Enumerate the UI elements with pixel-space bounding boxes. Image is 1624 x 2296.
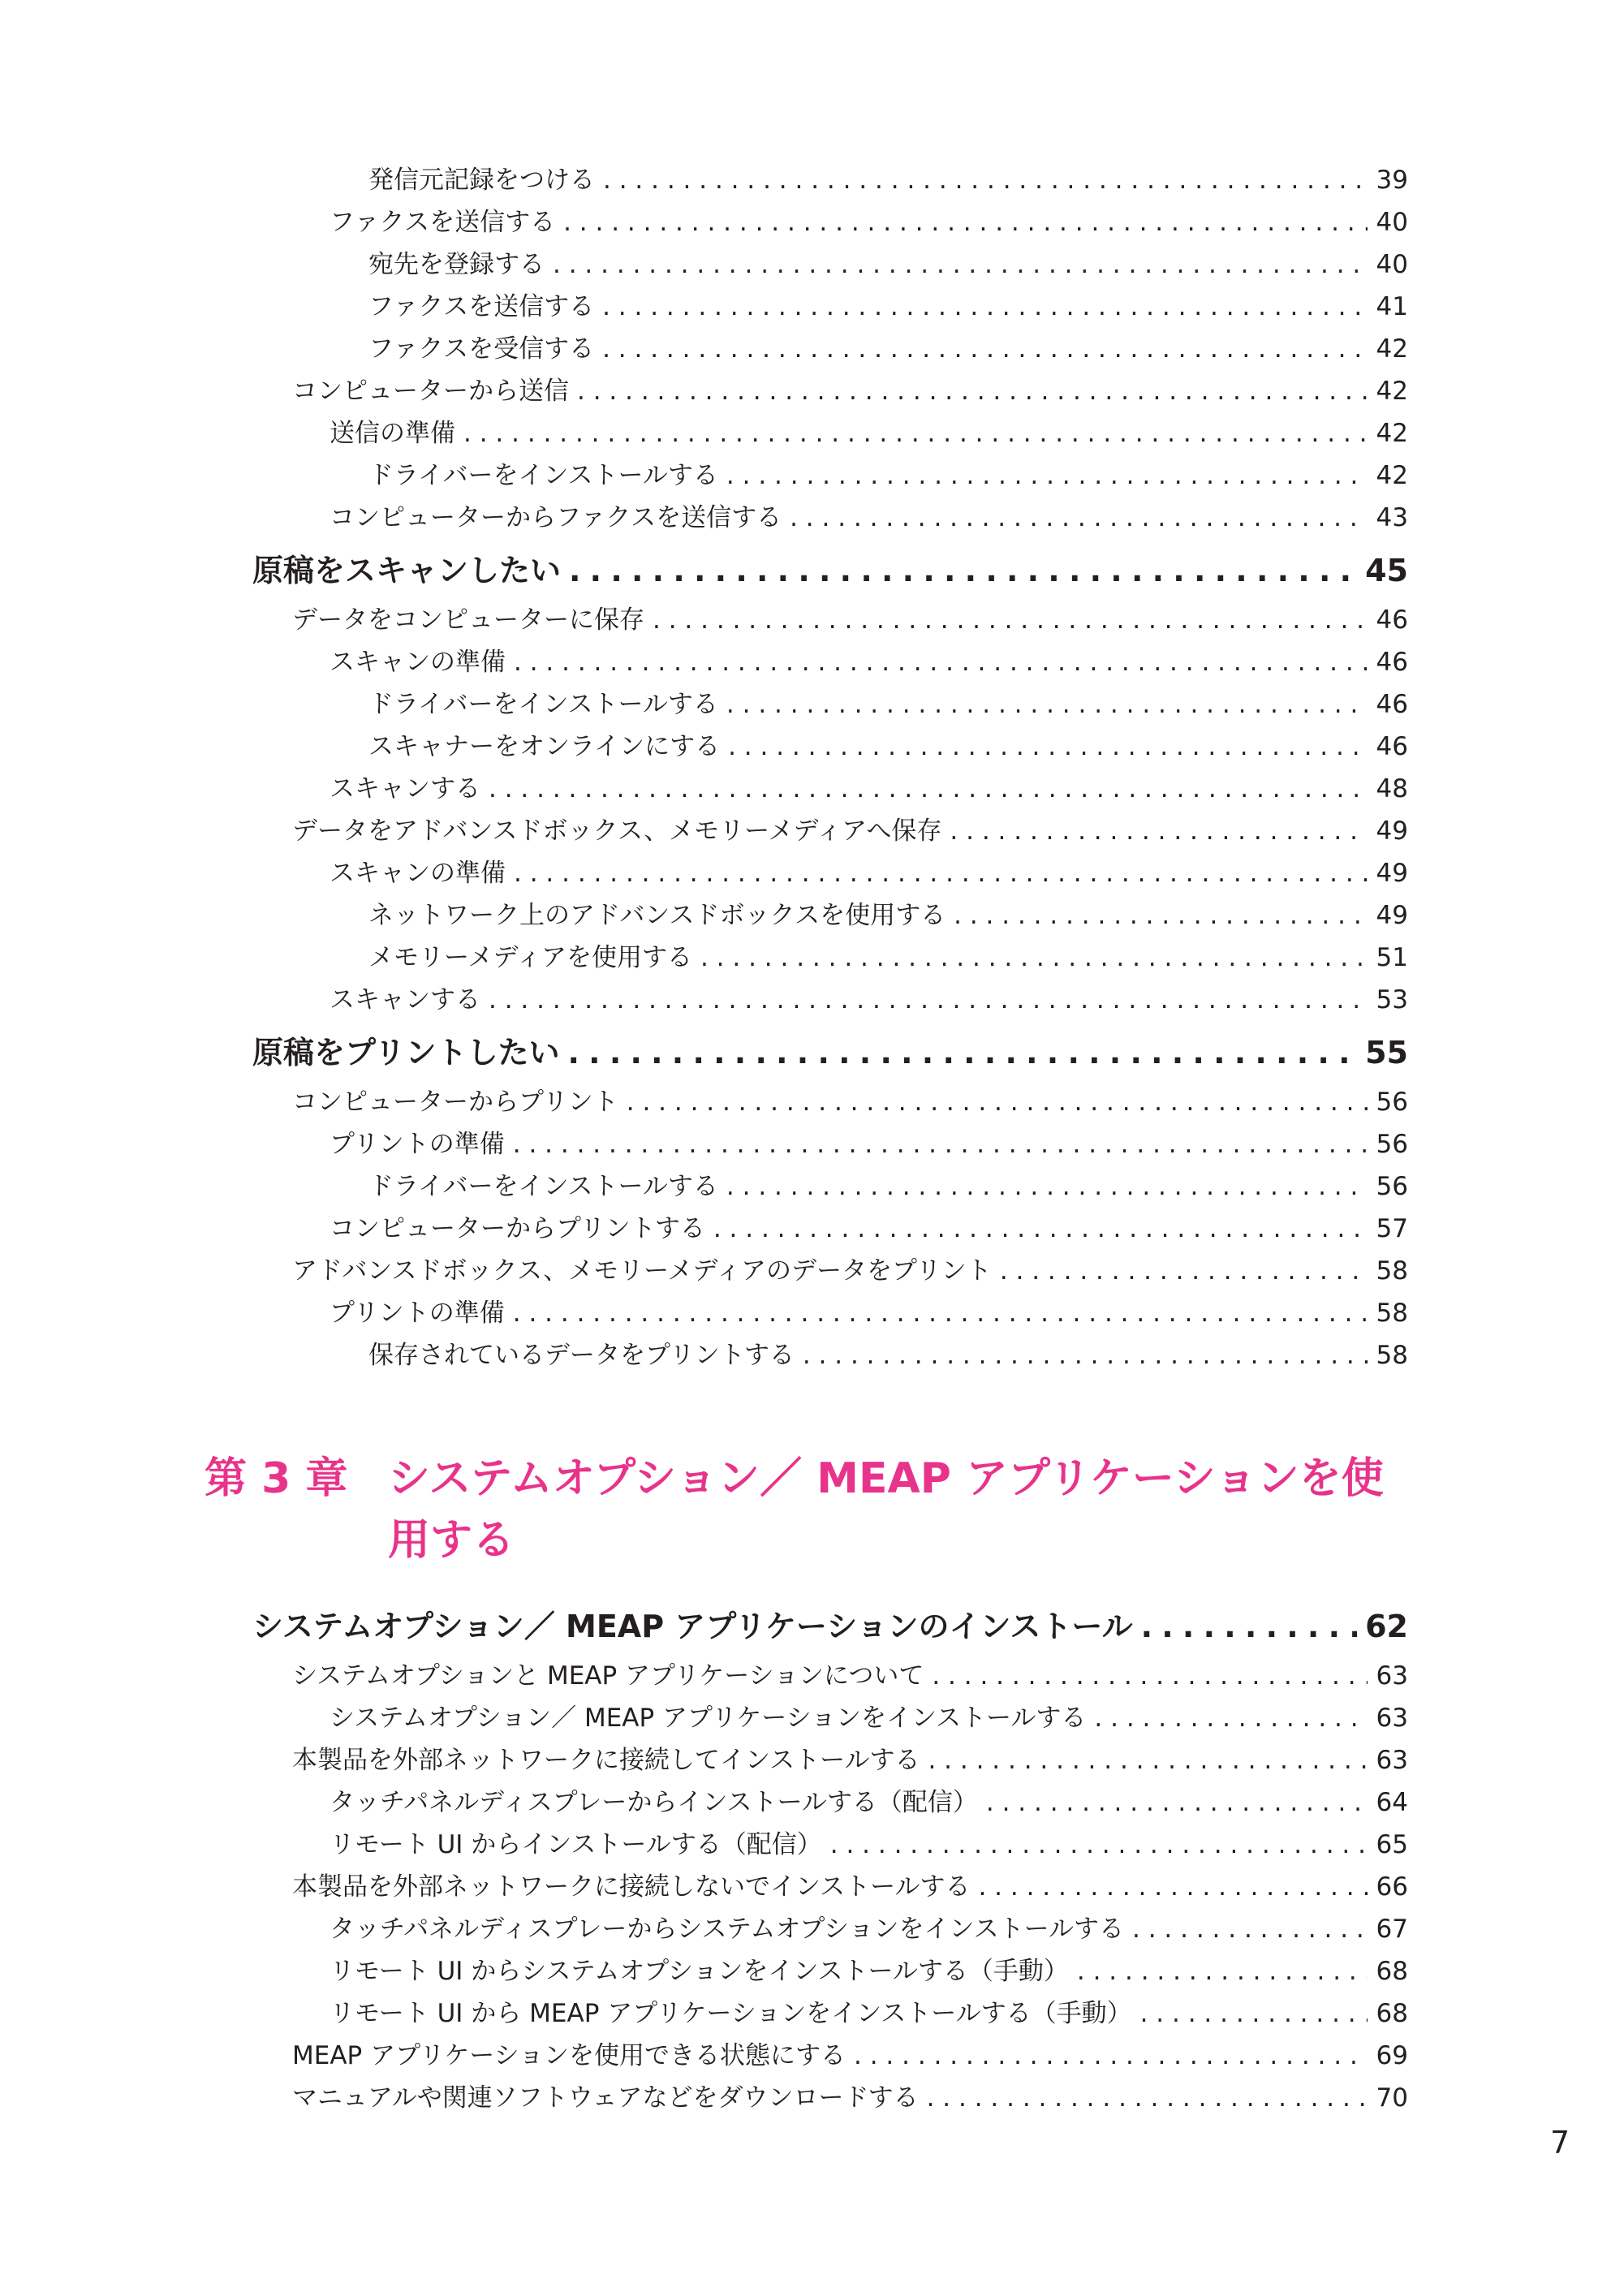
dot-leader (978, 1866, 1368, 1908)
toc-entry-page-number: 58 (1376, 1299, 1408, 1328)
dot-leader (602, 286, 1368, 328)
toc-entry-page-number: 57 (1376, 1214, 1408, 1243)
toc-entry-page-number: 65 (1376, 1830, 1408, 1859)
dot-leader (986, 1781, 1368, 1824)
toc-entry-page-number: 51 (1376, 943, 1408, 972)
dot-leader (1140, 1992, 1368, 2035)
chapter-number: 第 3 章 (205, 1454, 348, 1503)
toc-entry-page-number: 45 (1365, 553, 1408, 588)
dot-leader (602, 328, 1368, 370)
toc-section-entry[interactable] (0, 542, 1408, 599)
toc-entry-label: 保存されているデータをプリントする (368, 1341, 795, 1370)
toc-entry-label: コンピューターからファクスを送信する (330, 503, 782, 532)
dot-leader (514, 641, 1368, 683)
toc-entry-label: 送信の準備 (330, 419, 455, 448)
toc-entry[interactable] (0, 852, 1408, 894)
toc-entry-label: スキャナーをオンラインにする (368, 732, 721, 761)
dot-leader (463, 412, 1368, 454)
toc-entry-page-number: 55 (1365, 1035, 1408, 1070)
dot-leader (726, 454, 1368, 497)
dot-leader (1132, 1908, 1368, 1950)
toc-entry-page-number: 42 (1376, 334, 1408, 364)
dot-leader (854, 2035, 1368, 2077)
dot-leader (700, 937, 1368, 979)
toc-entry-label: 原稿をスキャンしたい (252, 553, 562, 588)
toc-entry-page-number: 40 (1376, 208, 1408, 237)
toc-entry[interactable] (0, 159, 1408, 201)
dot-leader (927, 2077, 1368, 2119)
toc-entry[interactable] (0, 1123, 1408, 1165)
toc-entry[interactable] (0, 1739, 1408, 1781)
toc-section-entry[interactable] (0, 1598, 1408, 1655)
toc-entry-page-number: 70 (1376, 2083, 1408, 2113)
toc-entry-label: リモート UI からシステムオプションをインストールする（手動） (330, 1957, 1069, 1986)
toc-entry-label: 原稿をプリントしたい (252, 1035, 560, 1070)
toc-entry-page-number: 68 (1376, 1957, 1408, 1986)
dot-leader (1141, 1598, 1358, 1655)
toc-entry[interactable] (0, 1250, 1408, 1292)
dot-leader (603, 159, 1368, 201)
dot-leader (514, 852, 1368, 894)
page-number: 7 (1550, 2125, 1570, 2160)
toc-entry-label: ファクスを受信する (368, 334, 595, 364)
toc-entry-label: 本製品を外部ネットワークに接続してインストールする (292, 1746, 920, 1775)
toc-entry-page-number: 58 (1376, 1256, 1408, 1286)
toc-entry-label: コンピューターから送信 (292, 377, 569, 406)
dot-leader (627, 1081, 1368, 1123)
toc-entry-page-number: 64 (1376, 1788, 1408, 1817)
table-of-contents-part-2 (0, 1595, 1624, 2119)
toc-entry-page-number: 63 (1376, 1704, 1408, 1733)
toc-entry[interactable] (0, 599, 1408, 641)
toc-entry-label: システムオプション／ MEAP アプリケーションをインストールする (330, 1704, 1087, 1733)
toc-entry-page-number: 46 (1376, 732, 1408, 761)
toc-entry-label: MEAP アプリケーションを使用できる状態にする (292, 2041, 846, 2070)
dot-leader (803, 1334, 1368, 1376)
toc-entry-page-number: 63 (1376, 1661, 1408, 1691)
toc-entry[interactable] (0, 454, 1408, 497)
toc-entry-label: スキャンの準備 (330, 859, 506, 888)
toc-entry[interactable] (0, 412, 1408, 454)
dot-leader (489, 768, 1368, 810)
toc-entry[interactable] (0, 1081, 1408, 1123)
dot-leader (513, 1123, 1368, 1165)
toc-entry[interactable] (0, 726, 1408, 768)
toc-entry-label: システムオプション／ MEAP アプリケーションのインストール (252, 1609, 1133, 1644)
toc-entry-label: リモート UI から MEAP アプリケーションをインストールする（手動） (330, 1999, 1132, 2028)
toc-entry[interactable] (0, 286, 1408, 328)
toc-entry-page-number: 69 (1376, 2041, 1408, 2070)
dot-leader (713, 1208, 1368, 1250)
dot-leader (950, 810, 1368, 852)
toc-entry-label: タッチパネルディスプレーからインストールする（配信） (330, 1788, 978, 1817)
toc-entry-label: プリントの準備 (330, 1130, 505, 1159)
toc-entry-page-number: 63 (1376, 1746, 1408, 1775)
toc-entry[interactable] (0, 1655, 1408, 1697)
toc-entry[interactable] (0, 1334, 1408, 1376)
toc-entry-label: リモート UI からインストールする（配信） (330, 1830, 822, 1859)
toc-entry[interactable] (0, 497, 1408, 539)
toc-entry-page-number: 42 (1376, 377, 1408, 406)
toc-entry-page-number: 66 (1376, 1872, 1408, 1902)
toc-entry-page-number: 49 (1376, 901, 1408, 930)
toc-entry-label: 宛先を登録する (368, 250, 545, 279)
toc-entry-page-number: 62 (1365, 1609, 1408, 1644)
toc-entry[interactable] (0, 1165, 1408, 1208)
toc-entry-page-number: 40 (1376, 250, 1408, 279)
toc-entry-label: プリントの準備 (330, 1299, 505, 1328)
toc-entry[interactable] (0, 937, 1408, 979)
toc-entry[interactable] (0, 1208, 1408, 1250)
toc-entry[interactable] (0, 683, 1408, 726)
toc-entry-page-number: 46 (1376, 648, 1408, 677)
toc-entry[interactable] (0, 1697, 1408, 1739)
dot-leader (728, 726, 1368, 768)
dot-leader (553, 243, 1368, 286)
toc-entry-page-number: 58 (1376, 1341, 1408, 1370)
toc-entry-label: コンピューターからプリント (292, 1088, 618, 1117)
toc-entry-page-number: 46 (1376, 690, 1408, 719)
dot-leader (567, 1024, 1357, 1081)
toc-entry[interactable] (0, 201, 1408, 243)
dot-leader (830, 1824, 1368, 1866)
toc-entry[interactable] (0, 243, 1408, 286)
dot-leader (954, 894, 1368, 937)
toc-entry[interactable] (0, 1950, 1408, 1992)
toc-entry[interactable] (0, 1866, 1408, 1908)
toc-entry-page-number: 49 (1376, 816, 1408, 846)
toc-entry[interactable] (0, 894, 1408, 937)
dot-leader (928, 1739, 1368, 1781)
toc-entry-page-number: 56 (1376, 1172, 1408, 1201)
dot-leader (1000, 1250, 1368, 1292)
toc-entry[interactable] (0, 1292, 1408, 1334)
toc-entry-label: タッチパネルディスプレーからシステムオプションをインストールする (330, 1915, 1124, 1944)
dot-leader (569, 542, 1357, 599)
toc-entry-page-number: 42 (1376, 461, 1408, 490)
toc-section-entry[interactable] (0, 1024, 1408, 1081)
chapter-title: システムオプション／ MEAP アプリケーションを使用する (388, 1454, 1384, 1565)
toc-entry-label: データをコンピューターに保存 (292, 605, 644, 635)
toc-entry-label: 本製品を外部ネットワークに接続しないでインストールする (292, 1872, 971, 1902)
toc-entry[interactable] (0, 328, 1408, 370)
dot-leader (1094, 1697, 1368, 1739)
toc-entry[interactable] (0, 370, 1408, 412)
toc-entry-page-number: 56 (1376, 1088, 1408, 1117)
toc-entry-label: ドライバーをインストールする (368, 461, 718, 490)
dot-leader (1077, 1950, 1368, 1992)
toc-entry-label: 発信元記録をつける (368, 166, 595, 195)
toc-entry-page-number: 41 (1376, 292, 1408, 321)
toc-entry-page-number: 46 (1376, 605, 1408, 635)
toc-entry[interactable] (0, 1908, 1408, 1950)
toc-entry-label: ファクスを送信する (330, 208, 556, 237)
dot-leader (790, 497, 1368, 539)
toc-entry[interactable] (0, 2077, 1408, 2119)
toc-entry[interactable] (0, 1781, 1408, 1824)
toc-entry-label: データをアドバンスドボックス、メモリーメディアへ保存 (292, 816, 942, 846)
dot-leader (653, 599, 1368, 641)
dot-leader (726, 1165, 1368, 1208)
toc-entry-page-number: 48 (1376, 774, 1408, 803)
toc-entry-page-number: 67 (1376, 1915, 1408, 1944)
toc-entry[interactable] (0, 1824, 1408, 1866)
toc-entry-page-number: 56 (1376, 1130, 1408, 1159)
toc-entry-label: ドライバーをインストールする (368, 690, 718, 719)
toc-entry[interactable] (0, 979, 1408, 1021)
dot-leader (932, 1655, 1368, 1697)
toc-entry-label: アドバンスドボックス、メモリーメディアのデータをプリント (292, 1256, 992, 1286)
toc-entry-page-number: 43 (1376, 503, 1408, 532)
toc-entry-label: スキャンする (330, 774, 480, 803)
dot-leader (513, 1292, 1368, 1334)
dot-leader (563, 201, 1368, 243)
toc-entry-page-number: 49 (1376, 859, 1408, 888)
toc-entry-label: ネットワーク上のアドバンスドボックスを使用する (368, 901, 946, 930)
toc-entry-label: スキャンの準備 (330, 648, 506, 677)
dot-leader (577, 370, 1368, 412)
toc-entry-label: システムオプションと MEAP アプリケーションについて (292, 1661, 924, 1691)
toc-entry[interactable] (0, 641, 1408, 683)
toc-entry-label: コンピューターからプリントする (330, 1214, 705, 1243)
toc-entry[interactable] (0, 2035, 1408, 2077)
toc-entry-page-number: 42 (1376, 419, 1408, 448)
toc-entry-page-number: 68 (1376, 1999, 1408, 2028)
dot-leader (726, 683, 1368, 726)
dot-leader (489, 979, 1368, 1021)
toc-entry[interactable] (0, 810, 1408, 852)
toc-entry-label: スキャンする (330, 985, 480, 1014)
toc-entry[interactable] (0, 768, 1408, 810)
toc-entry-label: マニュアルや関連ソフトウェアなどをダウンロードする (292, 2083, 919, 2113)
toc-entry[interactable] (0, 1992, 1408, 2035)
toc-entry-label: ファクスを送信する (368, 292, 595, 321)
table-of-contents-part-1 (0, 159, 1624, 1376)
toc-entry-page-number: 39 (1376, 166, 1408, 195)
toc-entry-label: メモリーメディアを使用する (368, 943, 692, 972)
toc-entry-label: ドライバーをインストールする (368, 1172, 718, 1201)
toc-entry-page-number: 53 (1376, 985, 1408, 1014)
